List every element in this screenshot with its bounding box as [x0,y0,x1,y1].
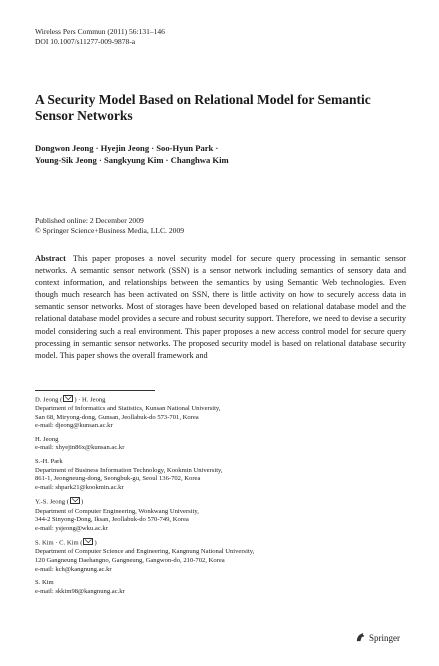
publisher-name: Springer [369,632,400,643]
affiliation-name: D. Jeong [35,396,59,404]
affiliation-name: Y.-S. Jeong [35,498,66,506]
affiliation-block [35,458,415,492]
affiliation-line: e-mail: djeong@kunsan.ac.kr [35,422,113,430]
envelope-icon [83,538,93,545]
affiliation-name: S. Kim · C. Kim [35,539,79,547]
paper-title: A Security Model Based on Relational Model for Semantic Sensor Networks [35,92,371,123]
affiliation-line: e-mail: kch@kangnung.ac.kr [35,565,112,573]
author-line-1: Dongwon Jeong · Hyejin Jeong · Soo-Hyun Park · [35,143,219,153]
footnote-divider [35,390,155,391]
publisher-logo [355,632,400,643]
publication-info [35,216,395,236]
affiliation-block [35,395,415,431]
affiliations [35,395,415,601]
author-line-2: Young-Sik Jeong · Sangkyung Kim · Changhwa Kim [35,155,229,165]
journal-header [35,27,415,47]
abstract-label: Abstract [35,254,66,263]
journal-doi: DOI 10.1007/s11277-009-9878-a [35,37,136,46]
affiliation-line: 120 Gangneung Daehangno, Gangneung, Gangwon-do, 210-702, Korea [35,557,225,564]
affiliation-line: Department of Computer Science and Engineering, Kangnung National University, [35,548,255,556]
affiliation-names [35,458,415,467]
affiliation-name: H. Jeong [35,435,59,443]
journal-citation: Wireless Pers Commun (2011) 56:131–146 [35,27,165,36]
abstract-text: This paper proposes a novel security model for secure query processing in semantic sensor networks. A semantic sensor network (SSN) is a sensor network including semantics of sensory data and context information, and relationships between the semantics by using Semantic Web technologies. Even though much research has been activated on SSN, there is little activity on how to securely access data in semantic sensor networks. Most of storages have been developed based on relational database model and the relational database model provides a secure and robust security support. Therefore, we need to devise a security model considering such a real environment. This paper proposes a new access control model for secure query processing in semantic sensor networks. The proposed security model is based on relational database security model. This paper shows the overall framework and [35,254,406,360]
affiliation-name: S.-H. Park [35,458,63,466]
copyright-notice: © Springer Science+Business Media, LLC. 2009 [35,226,185,235]
springer-horse-icon [355,632,366,643]
affiliation-names [35,436,415,445]
envelope-icon [70,497,80,504]
affiliation-line: Department of Computer Engineering, Wonkwang University, [35,507,199,515]
affiliation-line: 344-2 Sinyong-Dong, Iksan, Jeollabuk-do 570-749, Korea [35,516,189,524]
affiliation-names: D. Jeong ( ) · H. Jeong [35,396,106,404]
affiliation-line: e-mail: skkim98@kangnung.ac.kr [35,587,125,595]
affiliation-line: Department of Business Information Technology, Kookmin University, [35,466,223,474]
affiliation-block [35,579,415,596]
affiliation-name: S. Kim [35,579,54,587]
affiliation-block [35,538,415,574]
affiliation-names: S. Kim · C. Kim ( ) [35,539,97,547]
affiliation-block [35,497,415,533]
affiliation-line: e-mail: shpark21@kookmin.ac.kr [35,483,124,491]
affiliation-name-tail: · H. Jeong [78,396,106,404]
affiliation-line: Department of Informatics and Statistics, Kunsan National University, [35,405,221,413]
affiliation-line: e-mail: xhyejin86x@kunsan.ac.kr [35,444,125,452]
affiliation-line: San 68, Miryong-dong, Gunsan, Jeollabuk-do 573-701, Korea [35,413,199,421]
affiliation-line: 861-1, Jeongneung-dong, Seongbuk-gu, Seoul 136-702, Korea [35,475,201,483]
author-list [35,142,395,166]
affiliation-line: e-mail: ysjeong@wku.ac.kr [35,524,108,532]
affiliation-names [35,579,415,588]
affiliation-block [35,436,415,453]
affiliation-names: Y.-S. Jeong ( ) [35,498,84,506]
published-date: Published online: 2 December 2009 [35,216,144,225]
envelope-icon [63,395,73,402]
abstract [35,253,406,362]
